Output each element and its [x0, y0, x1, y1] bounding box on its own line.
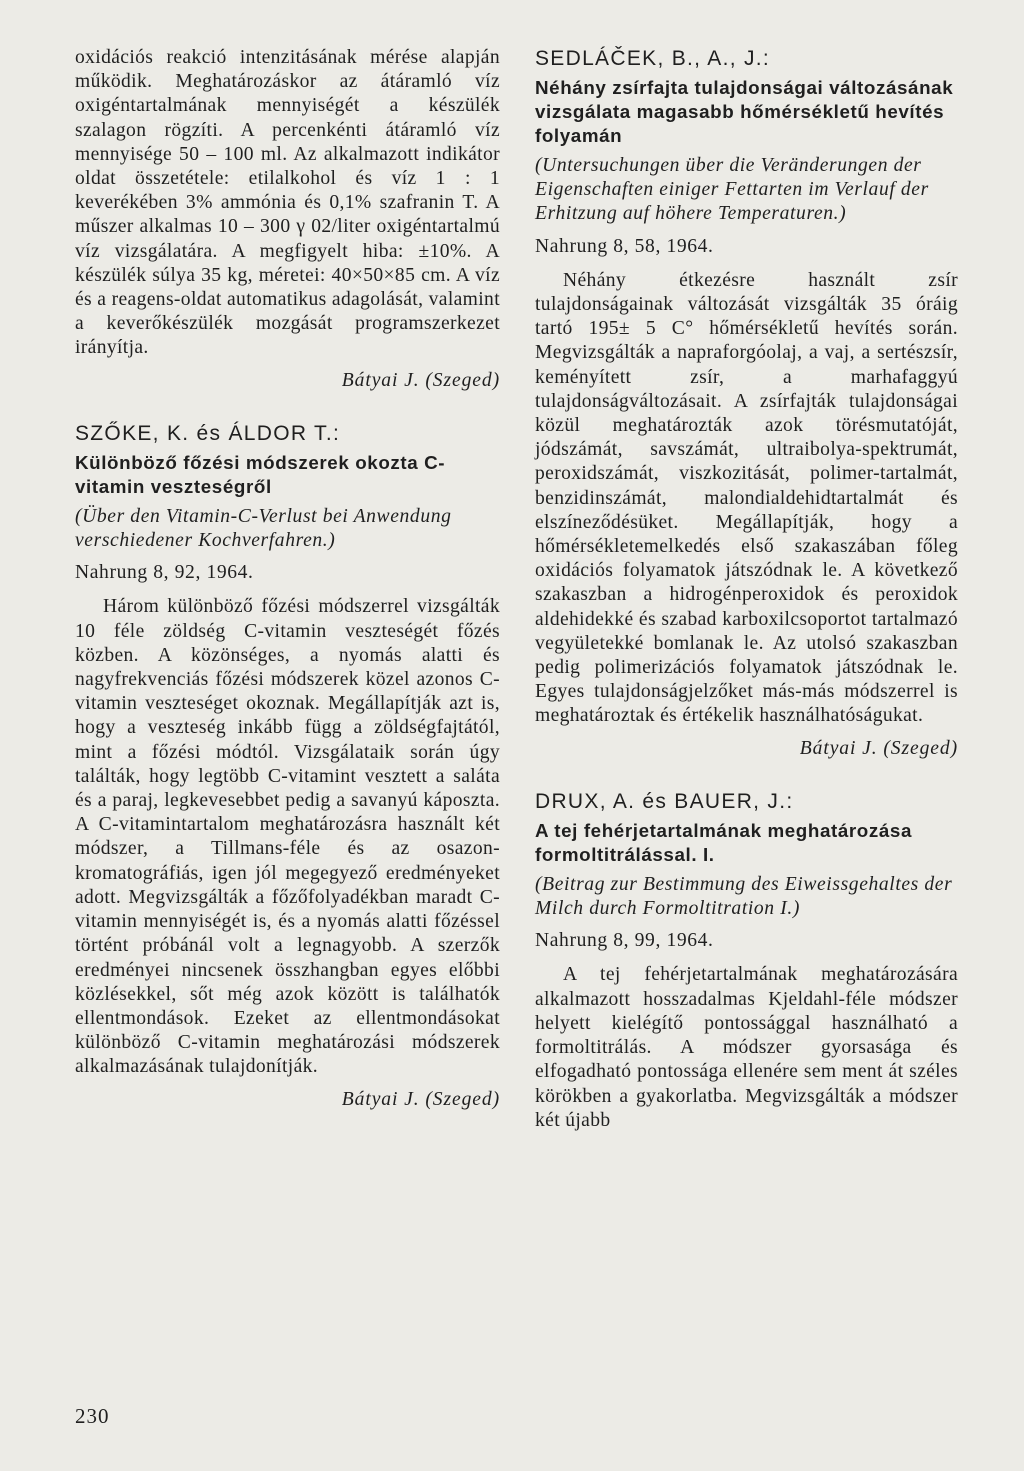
article-author: DRUX, A. és BAUER, J.: [535, 789, 794, 813]
article-body: A tej fehérjetartalmának meghatározására alkalmazott hosszadalmas Kjeldahl-féle módszer helyett kielégítő pontossággal használható a formoltitrálás. A módszer gyorsasága és elfogadható pontossága ellenére sem ment át széles körökben a gyakorlatba. Megvizsgálták a módszer két újabb [535, 964, 958, 1131]
article-reference: Nahrung 8, 99, 1964. [535, 930, 714, 952]
article-milk-protein [535, 789, 958, 1133]
article-body: Néhány étkezésre használt zsír tulajdonságainak változását vizsgálták 35 óráig tartó 195± 5 C° hőmérsékletű hevítés során. Megvizsgálták a napraforgóolaj, a vaj, a sertészsír, keményített zsír, a marhafaggyú tulajdonságváltozásait. A zsírfajták tulajdonságai közül meghatározták azok törésmutatóját, jódszámát, savszámát, ultraibolya-spektrumát, peroxidszámát, viszkozitását, polimer-tartalmát, benzidinszámát, malondialdehidtartalmát és elszíneződésüket. Megállapítják, hogy a hőmérsékletemelkedés első szakaszában főleg oxidációs folyamatok játszódnak le. A következő szakaszban a hidrogénperoxidok és peroxidok aldehidekké és szabad karboxilcsoportot tartalmazó vegyületekké bomlanak le. Az utolsó szakaszban pedig polimerizációs folyamatok játszódnak le. Egyes tulajdonságjelzőket más-más módszerrel is meghatároztak és értékelik használhatóságukat. [535, 269, 958, 727]
article-signature: Bátyai J. (Szeged) [799, 737, 958, 759]
right-column [535, 46, 958, 1133]
article-signature: Bátyai J. (Szeged) [341, 1088, 500, 1110]
article-subtitle: (Über den Vitamin-C-Verlust bei Anwendung verschiedener Kochverfahren.) [75, 505, 452, 552]
article-vitamin-c [75, 421, 500, 1112]
article-author: SZŐKE, K. és ÁLDOR T.: [75, 421, 341, 445]
article-title: Néhány zsírfajta tulajdonságai változásának vizsgálata magasabb hőmérsékletű hevítés folyamán [535, 77, 954, 146]
article-author: SEDLÁČEK, B., A., J.: [535, 47, 771, 70]
article-body: Három különböző főzési módszerrel vizsgálták 10 féle zöldség C-vitamin veszteségét főzés közben. A közönséges, a nyomás alatti és nagyfrekvenciás főzési módszerek közel azonos C-vitamin veszteséget okoznak. Megállapítják azt is, hogy a veszteség inkább függ a zöldségfajtától, mint a főzési módtól. Vizsgálataik során úgy találták, hogy legtöbb C-vitamint vesztett a saláta és a paraj, legkevesebbet pedig a savanyú káposzta. A C-vitamintartalom meghatározásra használt két módszer, a Tillmans-féle és az osazon-kromatográfiás, igen jól megegyező eredményeket adott. Megvizsgálták a főzőfolyadékban maradt C-vitamin mennyiségét is, és a nyomás alatti főzéssel történt próbánál volt a legnagyobb. A szerzők eredményei nincsenek összhangban egyes előbbi közlésekkel, sőt még azok között is találhatók ellentmondások. Ezeket az ellentmondásokat különböző C-vitamin meghatározási módszerek alkalmazásának tulajdonítják. [75, 596, 500, 1078]
article-title: A tej fehérjetartalmának meghatározása formoltitrálással. I. [535, 819, 913, 865]
article-fat-properties [535, 46, 958, 761]
article-reference: Nahrung 8, 92, 1964. [75, 562, 254, 584]
continuation-text: oxidációs reakció intenzitásának mérése alapján működik. Meghatározáskor az átáramló víz oxigéntartalmának mennyiségét a készülék szalagon rögzíti. A percenkénti átáramló víz mennyisége 50 – 100 ml. Az alkalmazott indikátor oldat összetétele: etilalkohol és víz 1 : 1 keverékében 3% ammónia és 0,1% szafranin T. A műszer alkalmas 10 – 300 γ 02/liter oxigéntartalmú víz vizsgálatára. A megfigyelt hiba: ±10%. A készülék súlya 35 kg, méretei: 40×50×85 cm. A víz és a reagens-oldat automatikus adagolását, valamint a keverőkészülék mozgását programszerkezet irányítja. [75, 47, 500, 359]
article-title: Különböző főzési módszerek okozta C-vitamin veszteségről [75, 451, 446, 497]
left-column [75, 46, 500, 1112]
article-subtitle: (Untersuchungen über die Veränderungen der Eigenschaften einiger Fettarten im Verlauf der Erhitzung auf höhere Temperaturen.) [535, 155, 929, 225]
article-reference: Nahrung 8, 58, 1964. [535, 235, 714, 257]
page-number: 230 [75, 1404, 110, 1428]
article-subtitle: (Beitrag zur Bestimmung des Eiweissgehaltes der Milch durch Formoltitration I.) [535, 873, 953, 920]
continuation-signature: Bátyai J. (Szeged) [341, 369, 500, 391]
